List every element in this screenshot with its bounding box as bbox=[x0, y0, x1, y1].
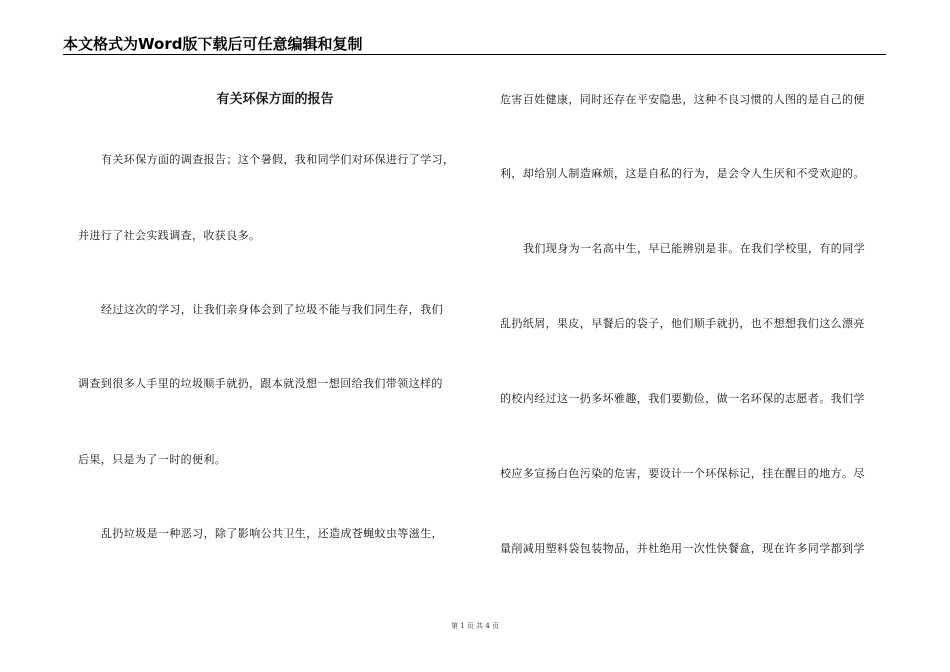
paragraph-line: 的校内经过这一扔多坏雅趣，我们要勤俭，做一名环保的志愿者。我们学 bbox=[500, 392, 865, 405]
paragraph-line: 危害百姓健康，同时还存在平安隐患，这种不良习惯的人图的是自己的便 bbox=[500, 93, 865, 106]
paragraph-line: 量削减用塑料袋包装物品，并杜绝用一次性快餐盒，现在许多同学都到学 bbox=[500, 542, 865, 555]
paragraph-line: 乱扔垃圾是一种恶习，除了影响公共卫生，还造成苍蝇蚊虫等滋生， bbox=[101, 527, 443, 540]
header-divider bbox=[63, 54, 886, 55]
paragraph-line: 乱扔纸屑，果皮，早餐后的袋子，他们顺手就扔，也不想想我们这么漂亮 bbox=[500, 317, 865, 330]
paragraph-line: 有关环保方面的调查报告；这个暑假，我和同学们对环保进行了学习， bbox=[101, 153, 455, 166]
paragraph-line: 后果，只是为了一时的便利。 bbox=[78, 453, 227, 466]
page-number-footer: 第 1 页 共 4 页 bbox=[450, 622, 500, 630]
paragraph-line: 并进行了社会实践调查，收获良多。 bbox=[78, 229, 261, 242]
paragraph-line: 我们现身为一名高中生，早已能辨别是非。在我们学校里，有的同学 bbox=[523, 242, 865, 255]
document-title: 有关环保方面的报告 bbox=[216, 92, 334, 107]
paragraph-line: 经过这次的学习，让我们亲身体会到了垃圾不能与我们同生存，我们 bbox=[101, 303, 443, 316]
paragraph-line: 校应多宣扬白色污染的危害，要设计一个环保标记，挂在醒目的地方。尽 bbox=[500, 467, 865, 480]
paragraph-line: 调查到很多人手里的垃圾顺手就扔，跟本就没想一想回给我们带领这样的 bbox=[78, 377, 443, 390]
paragraph-line: 利，却给别人制造麻烦，这是自私的行为，是会令人生厌和不受欢迎的。 bbox=[500, 167, 865, 180]
header-banner: 本文格式为Word版下载后可任意编辑和复制 bbox=[63, 35, 363, 53]
